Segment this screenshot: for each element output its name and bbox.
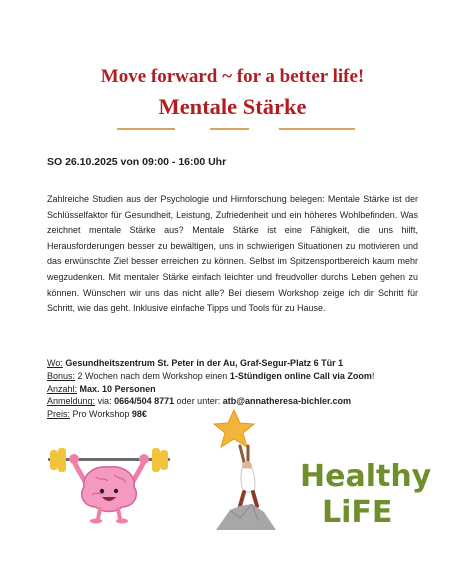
registration-email[interactable]: atb@annatheresa-bichler.com [222, 396, 352, 407]
bonus-highlight: 1-Stündigen online Call via Zoom [229, 370, 372, 381]
registration-or: oder unter: [176, 396, 221, 407]
brain-lifting-weights-icon [44, 445, 174, 525]
divider-center [210, 128, 249, 130]
divider-right [279, 128, 355, 130]
page-title: Mentale Stärke [158, 94, 307, 119]
bonus-exclamation: ! [371, 370, 375, 381]
count-label: Anzahl: [47, 383, 78, 394]
location-label: Wo: [47, 358, 63, 368]
registration-via: via: [97, 396, 112, 407]
event-datetime: SO 26.10.2025 von 09:00 - 16:00 Uhr [47, 156, 227, 168]
price-value: 98€ [131, 409, 147, 420]
bonus-label: Bonus: [47, 370, 76, 381]
detail-bonus [47, 370, 427, 383]
bonus-text: 2 Wochen nach dem Workshop einen [77, 370, 228, 381]
detail-location [47, 357, 427, 370]
intro-text: Zahlreiche Studien aus der Psychologie und Hirnforschung belegen: Mentale Stärke ist der Schlüsselfaktor für Gesundheit, Leistung, Zufriedenheit und ein höheres Wohlbefinden. Was zeichnet mentale Stärke aus? Mentale Stärke ist eine Fähigkeit, die uns hilft, Herausforderungen besser zu bewältigen, uns in schwierigen Situationen zu motivieren und das erwünschte Ziel besser erreichen zu können. Selbst im Spitzensportbereich kaum mehr wegzudenken. Mit mentaler Stärke einfach leichter und freudvoller durchs Leben gehen zu können. Wünschen wir uns das nicht alle? Bei diesem Workshop zeige ich dir Schritt für Schritt, wie das geht. Inklusive einfache Tipps und Tools für zu Hause. [47, 194, 418, 314]
divider-left [117, 128, 175, 130]
count-value: Max. 10 Personen [79, 383, 156, 394]
logo-line2: LiFE [322, 495, 393, 530]
registration-phone[interactable]: 0664/504 8771 [114, 396, 175, 407]
price-text: Pro Workshop [72, 409, 130, 420]
detail-count [47, 383, 427, 396]
logo-line1: Healthy [300, 459, 432, 494]
registration-label: Anmeldung: [47, 396, 96, 407]
location-value: Gesundheitszentrum St. Peter in der Au, Graf-Segur-Platz 6 Tür 1 [65, 358, 344, 368]
person-holding-star-icon [210, 406, 280, 530]
tagline: Move forward ~ for a better life! [100, 66, 365, 87]
price-label: Preis: [47, 409, 71, 420]
healthy-life-logo [296, 452, 432, 532]
